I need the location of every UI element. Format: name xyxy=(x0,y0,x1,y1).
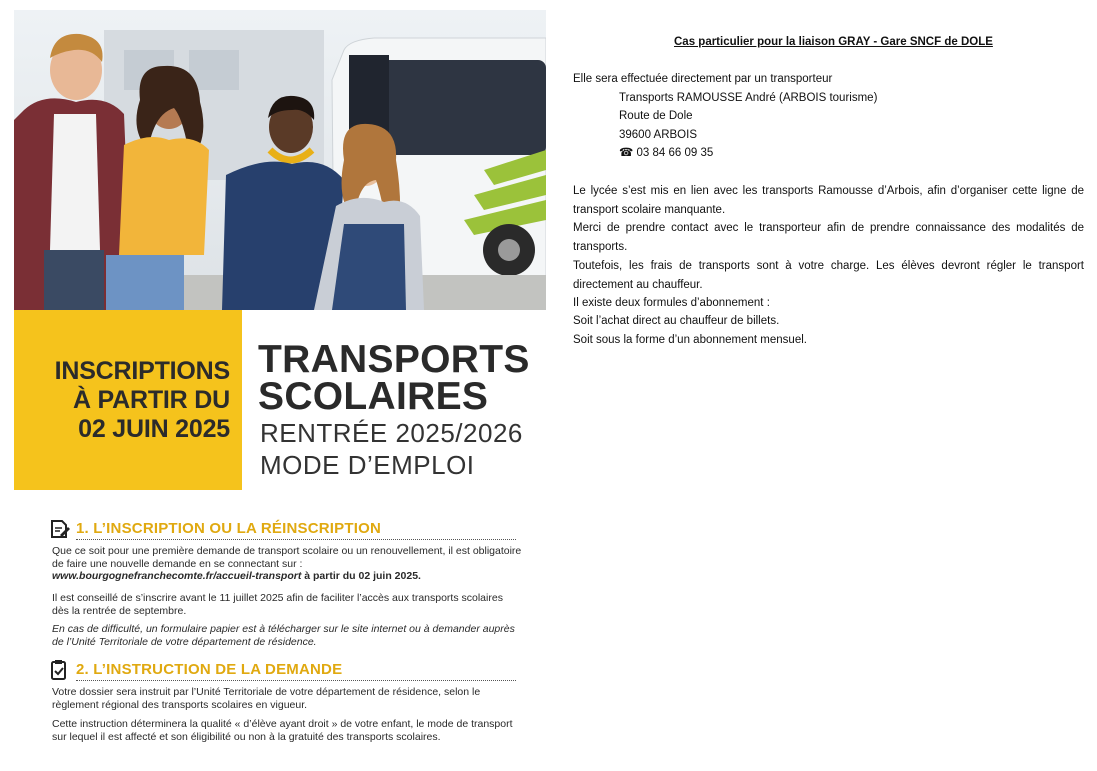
section2-divider xyxy=(76,680,516,681)
right-paragraph-5: Soit l’achat direct au chauffeur de billets. xyxy=(573,315,780,327)
right-paragraph-6: Soit sous la forme d’un abonnement mensuel. xyxy=(573,334,807,346)
right-paragraph-3: Toutefois, les frais de transports sont à votre charge. Les élèves devront régler le transport directement au chauffeur. xyxy=(573,260,1084,291)
section1-heading: 1. L’INSCRIPTION OU LA RÉINSCRIPTION xyxy=(76,520,382,537)
title-scolaires: SCOLAIRES xyxy=(258,375,489,418)
section2-paragraph-1: Votre dossier sera instruit par l’Unité Territoriale de votre département de résidence, selon le règlement régional des transports scolaires en vigueur. xyxy=(52,686,481,711)
right-paragraph-1: Le lycée s’est mis en lien avec les transports Ramousse d’Arbois, afin d’organiser cette ligne de transport scolaire manquante. xyxy=(573,185,1084,216)
section2-heading: 2. L’INSTRUCTION DE LA DEMANDE xyxy=(76,661,343,678)
registration-link-suffix: à partir du 02 juin 2025. xyxy=(301,570,421,582)
registration-banner xyxy=(14,310,242,490)
registration-line-1: INSCRIPTIONS xyxy=(54,357,230,385)
right-paragraph-4: Il existe deux formules d’abonnement : xyxy=(573,297,770,309)
title-transports: TRANSPORTS xyxy=(258,338,530,381)
registration-link[interactable]: www.bourgognefranchecomte.fr/accueil-transport xyxy=(52,570,302,582)
registration-date: 02 JUIN 2025 xyxy=(78,415,230,443)
carrier-phone[interactable]: 03 84 66 09 35 xyxy=(636,147,714,159)
carrier-street: Route de Dole xyxy=(619,110,693,122)
carrier-city: 39600 ARBOIS xyxy=(619,129,697,141)
carrier-phone-row xyxy=(619,146,713,160)
edit-document-icon xyxy=(48,518,70,540)
right-paragraph-2: Merci de prendre contact avec le transporteur afin de prendre connaissance des modalités de transports. xyxy=(573,222,1084,253)
section2-paragraph-2: Cette instruction déterminera la qualité « d’élève ayant droit » de votre enfant, le mode de transport sur lequel il est affecté et son éligibilité ou non à la gratuité des transports scolaires. xyxy=(52,718,513,743)
section1-p1-text: Que ce soit pour une première demande de transport scolaire ou un renouvellement, il est obligatoire de faire une nouvelle demande en se connectant sur : xyxy=(52,545,522,570)
section1-divider xyxy=(76,539,516,540)
clipboard-check-icon xyxy=(48,659,70,681)
students-bus-photo xyxy=(14,10,546,310)
carrier-intro: Elle sera effectuée directement par un transporteur xyxy=(573,73,833,85)
special-case-title: Cas particulier pour la liaison GRAY - Gare SNCF de DOLE xyxy=(674,36,993,48)
subtitle-rentree: RENTRÉE 2025/2026 xyxy=(260,418,523,448)
registration-line-2: À PARTIR DU xyxy=(72,386,230,414)
subtitle-mode-emploi: MODE D’EMPLOI xyxy=(260,450,475,480)
section1-p3-text: En cas de difficulté, un formulaire papier est à télécharger sur le site internet ou à demander auprès de l’Unité Territoriale de votre département de résidence. xyxy=(52,623,515,648)
section1-paragraph-3 xyxy=(52,623,522,648)
carrier-name: Transports RAMOUSSE André (ARBOIS tourisme) xyxy=(619,92,878,104)
phone-icon: ☎ xyxy=(619,147,634,159)
section1-paragraph-1 xyxy=(52,545,522,583)
section1-paragraph-2: Il est conseillé de s’inscrire avant le 11 juillet 2025 afin de faciliter l’accès aux transports scolaires dès la rentrée de septembre. xyxy=(52,592,503,617)
